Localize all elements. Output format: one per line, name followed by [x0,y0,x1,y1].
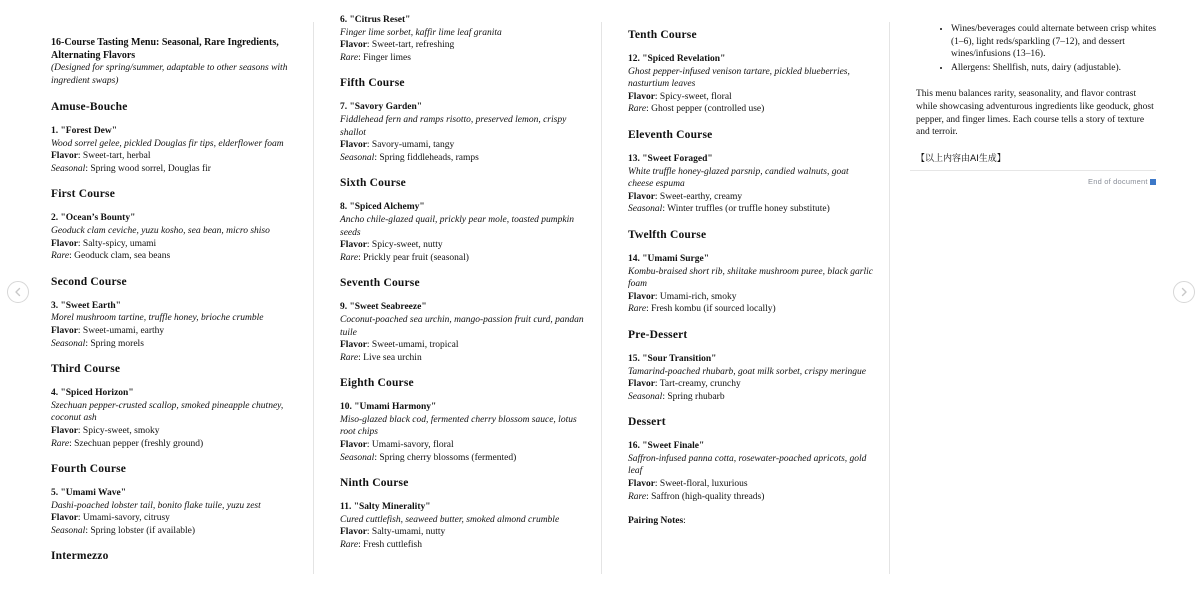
course-tag [340,452,588,465]
course-name: 4. "Spiced Horizon" [51,388,134,399]
course-name: 2. "Ocean’s Bounty" [51,213,136,224]
section-heading: Twelfth Course [628,228,707,241]
flavor-label: Flavor [51,151,78,162]
course-tag [628,303,873,316]
course-item [340,201,588,264]
flavor-value: : Salty-umami, nutty [366,527,446,538]
flavor-value: : Spicy-sweet, nutty [366,240,443,251]
section-heading: Intermezzo [51,550,109,563]
tag-label: Seasonal [51,525,86,536]
flavor-value: : Sweet-tart, herbal [77,151,151,162]
section-heading: Amuse-Bouche [51,101,128,113]
pairing-notes [628,515,873,528]
course-description: Tamarind-poached rhubarb, goat milk sorbet, crispy meringue [628,366,867,377]
flavor-label: Flavor [51,238,78,249]
tag-value: : Geoduck clam, sea beans [69,251,171,262]
course-item [628,253,873,316]
course-name: 5. "Umami Wave" [51,488,127,499]
tag-label: Rare [628,304,647,315]
tag-value: : Szechuan pepper (freshly ground) [69,438,204,449]
column-divider [889,22,890,574]
course-item [51,387,296,450]
course-description: Cured cuttlefish, seaweed butter, smoked almond crumble [340,514,560,525]
flavor-label: Flavor [628,191,655,202]
column-divider [601,22,602,574]
flavor-label: Flavor [340,527,367,538]
tag-label: Rare [340,52,359,63]
course-description: Saffron-infused panna cotta, rosewater-poached apricots, gold leaf [628,453,867,477]
tag-label: Seasonal [628,204,663,215]
course-item [340,301,588,364]
sections-col3 [628,28,873,503]
section-heading: Seventh Course [340,277,420,290]
course-flavor [51,512,296,525]
flavor-value: : Umami-savory, citrusy [77,513,170,524]
tag-value: : Spring lobster (if available) [85,525,196,536]
tag-label: Rare [340,540,359,551]
course-tag [628,391,873,404]
course-tag [628,203,873,216]
section-heading: Second Course [51,275,127,288]
flavor-label: Flavor [628,379,655,390]
flavor-label: Flavor [340,40,367,51]
tag-value: : Ghost pepper (controlled use) [646,104,765,115]
course-tag [51,338,296,351]
pairing-notes-list [916,23,1158,74]
flavor-value: : Umami-savory, floral [366,440,454,451]
course-description: Ancho chile-glazed quail, prickly pear mole, toasted pumpkin seeds [340,214,575,238]
course-flavor [51,425,296,438]
course-name: 7. "Savory Garden" [340,102,423,113]
course-name: 1. "Forest Dew" [51,126,118,136]
tag-value: : Live sea urchin [358,352,422,363]
flavor-label: Flavor [628,91,655,102]
course-item [51,212,296,262]
flavor-value: : Sweet-umami, earthy [77,325,165,336]
tag-label: Seasonal [340,152,375,163]
course-name: 9. "Sweet Seabreeze" [340,302,427,313]
course-description: Wood sorrel gelee, pickled Douglas fir tips, elderflower foam [51,138,284,149]
course-description: Szechuan pepper-crusted scallop, smoked pineapple chutney, coconut ash [51,400,284,424]
column-4 [916,15,1158,590]
tag-label: Rare [628,104,647,115]
column-3 [628,16,873,591]
course-flavor [340,339,588,352]
tag-value: : Saffron (high-quality threads) [646,491,765,502]
closing-paragraph: This menu balances rarity, seasonality, and flavor contrast while showcasing adventurous ingredients like geoduck, ghost pepper, and finger limes. Each course tells a story of texture and terroir. [916,89,1154,138]
tag-label: Seasonal [51,163,86,174]
flavor-label: Flavor [340,140,367,151]
tag-label: Rare [340,352,359,363]
course-description: Ghost pepper-infused venison tartare, pickled blueberries, nasturtium leaves [628,66,850,90]
end-divider [910,170,1156,171]
tag-value: : Spring cherry blossoms (fermented) [374,452,517,463]
document-subtitle: (Designed for spring/summer, adaptable to other seasons with ingredient swaps) [51,63,288,86]
course-name: 6. "Citrus Reset" [340,15,411,25]
tag-label: Rare [51,438,70,449]
section-heading: Eleventh Course [628,128,713,141]
course-tag [51,525,296,538]
flavor-label: Flavor [628,291,655,302]
flavor-value: : Sweet-tart, refreshing [366,40,455,51]
tag-value: : Spring morels [85,338,144,349]
course-name: 13. "Sweet Foraged" [628,153,713,164]
tag-value: : Winter truffles (or truffle honey substitute) [662,204,830,215]
flavor-value: : Spicy-sweet, smoky [77,425,160,436]
course-description: Dashi-poached lobster tail, bonito flake tuile, yuzu zest [51,500,261,511]
course-name: 15. "Sour Transition" [628,353,717,364]
course-item [628,440,873,503]
course-tag [51,250,296,263]
section-heading: Fifth Course [340,77,405,90]
course-description: Coconut-poached sea urchin, mango-passion fruit curd, pandan tuile [340,314,584,338]
course-item [340,101,588,164]
section-heading: Third Course [51,363,121,376]
course-flavor [340,526,588,539]
note-item: • Wines/beverages could alternate between crisp whites (1–6), light reds/sparkling (7–12), and dessert wines/infusions (13–16). [951,23,1158,61]
end-of-document-label: End of document [1088,177,1148,186]
course-tag [340,152,588,165]
previous-page-button[interactable] [7,281,29,303]
course-name: 16. "Sweet Finale" [628,441,705,452]
section-heading: Sixth Course [340,177,406,190]
ai-generated-note: 【以上内容由AI生成】 [916,153,1006,164]
section-heading: Dessert [628,416,666,429]
flavor-value: : Sweet-earthy, creamy [654,191,743,202]
course-flavor [340,139,588,152]
course-description: Miso-glazed black cod, fermented cherry blossom sauce, lotus root chips [340,414,577,438]
flavor-label: Flavor [340,340,367,351]
course-item [340,14,588,64]
course-description: Geoduck clam ceviche, yuzu kosho, sea bean, micro shiso [51,225,270,236]
course-tag [340,352,588,365]
course-tag [628,103,873,116]
tag-label: Rare [628,491,647,502]
section-heading: Pre-Dessert [628,328,688,341]
section-heading: Fourth Course [51,463,127,476]
course-item [628,53,873,116]
flavor-label: Flavor [51,425,78,436]
course-tag [340,52,588,65]
tag-label: Seasonal [51,338,86,349]
tag-label: Seasonal [628,391,663,402]
pairing-label: Pairing Notes [628,516,684,527]
course-description: Kombu-braised short rib, shiitake mushroom puree, black garlic foam [628,266,873,290]
section-heading: Eighth Course [340,377,414,390]
flavor-label: Flavor [51,325,78,336]
course-item [51,125,296,175]
tag-value: : Fresh cuttlefish [358,540,422,551]
column-1 [51,26,296,601]
flavor-value: : Umami-rich, smoky [654,291,737,302]
course-description: Morel mushroom tartine, truffle honey, brioche crumble [51,313,264,324]
course-flavor [628,91,873,104]
course-flavor [628,291,873,304]
next-page-button[interactable] [1173,281,1195,303]
tag-label: Rare [51,251,70,262]
flavor-label: Flavor [51,513,78,524]
tag-value: : Spring rhubarb [662,391,725,402]
chevron-right-icon [1179,287,1189,297]
course-flavor [340,39,588,52]
flavor-value: : Sweet-umami, tropical [366,340,459,351]
section-heading: Ninth Course [340,477,409,490]
course-tag [51,438,296,451]
sections-col2 [340,14,588,552]
sections-col1 [51,100,296,563]
course-item [51,300,296,350]
flavor-value: : Sweet-floral, luxurious [654,479,748,490]
course-flavor [628,191,873,204]
flavor-value: : Savory-umami, tangy [366,140,455,151]
course-flavor [51,238,296,251]
course-tag [340,252,588,265]
course-description: Finger lime sorbet, kaffir lime leaf granita [340,27,502,38]
course-flavor [628,378,873,391]
flavor-value: : Spicy-sweet, floral [654,91,732,102]
document-title: 16-Course Tasting Menu: Seasonal, Rare Ingredients, Alternating Flavors [51,37,279,61]
course-item [628,353,873,403]
column-2 [340,14,588,589]
course-item [51,487,296,537]
section-heading: First Course [51,188,116,201]
course-tag [340,539,588,552]
course-name: 10. "Umami Harmony" [340,402,437,413]
course-flavor [628,478,873,491]
chevron-left-icon [13,287,23,297]
flavor-label: Flavor [340,440,367,451]
course-name: 12. "Spiced Revelation" [628,54,726,64]
flavor-label: Flavor [628,479,655,490]
column-divider [313,22,314,574]
tag-value: : Prickly pear fruit (seasonal) [358,252,469,263]
course-name: 14. "Umami Surge" [628,253,710,264]
end-marker-icon [1150,179,1156,185]
tag-label: Seasonal [340,452,375,463]
tag-value: : Fresh kombu (if sourced locally) [646,304,776,315]
section-heading: Tenth Course [628,29,697,41]
course-item [340,401,588,464]
tag-value: : Spring fiddleheads, ramps [374,152,479,163]
course-tag [51,163,296,176]
course-name: 8. "Spiced Alchemy" [340,202,425,213]
flavor-label: Flavor [340,240,367,251]
course-item [628,153,873,216]
course-flavor [340,239,588,252]
course-flavor [340,439,588,452]
flavor-value: : Tart-creamy, crunchy [654,379,741,390]
course-description: White truffle honey-glazed parsnip, candied walnuts, goat cheese espuma [628,166,849,190]
tag-value: : Finger limes [358,52,411,63]
tag-value: : Spring wood sorrel, Douglas fir [85,163,211,174]
course-tag [628,491,873,504]
note-item: • Allergens: Shellfish, nuts, dairy (adjustable). [951,62,1158,75]
course-flavor [51,325,296,338]
tag-label: Rare [340,252,359,263]
course-name: 3. "Sweet Earth" [51,300,121,311]
pairing-suffix: : [683,516,686,527]
course-item [340,501,588,551]
course-name: 11. "Salty Minerality" [340,502,431,513]
course-flavor [51,150,296,163]
flavor-value: : Salty-spicy, umami [77,238,157,249]
course-description: Fiddlehead fern and ramps risotto, preserved lemon, crispy shallot [340,114,567,138]
